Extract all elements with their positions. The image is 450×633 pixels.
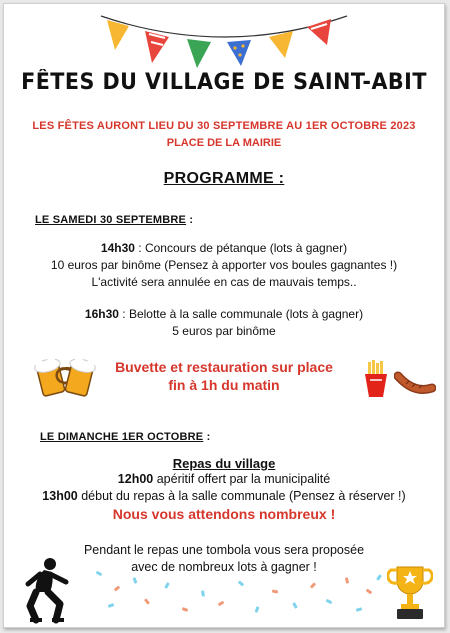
petanque-weather-note: L'activité sera annulée en cas de mauvais temps.. [91, 275, 357, 289]
tombola-line1: Pendant le repas une tombola vous sera proposée [83, 543, 365, 557]
belote-price: 5 euros par binôme [172, 324, 276, 338]
repas-text: début du repas à la salle communale (Pensez à réserver !) [77, 489, 406, 503]
place-banner: PLACE DE LA MAIRIE [166, 137, 282, 149]
buvette-line2: fin à 1h du matin [168, 377, 280, 393]
petanque-price: 10 euros par binôme (Pensez à apporter vos boules gagnantes !) [50, 258, 398, 272]
belote-time: 16h30 [84, 307, 119, 321]
aperitif-text: apéritif offert par la municipalité [153, 472, 331, 486]
buvette-line1: Buvette et restauration sur place [115, 359, 333, 375]
poster-page [3, 3, 445, 628]
confetti-decoration [4, 4, 444, 627]
programme-heading: PROGRAMME : [163, 170, 285, 187]
saturday-heading-colon: : [186, 214, 194, 226]
sunday-heading-colon: : [203, 431, 211, 443]
repas-title: Repas du village [172, 456, 276, 471]
repas-time: 13h00 [42, 489, 78, 503]
welcome-callout: Nous vous attendons nombreux ! [112, 506, 336, 522]
petanque-time: 14h30 [100, 241, 135, 255]
dates-banner: LES FÊTES AURONT LIEU DU 30 SEPTEMBRE AU 1ER OCTOBRE 2023 [32, 120, 416, 132]
belote-text: : Belotte à la salle communale (lots à gagner) [118, 307, 364, 321]
aperitif-time: 12h00 [117, 472, 154, 486]
sunday-heading: LE DIMANCHE 1ER OCTOBRE [40, 431, 204, 443]
saturday-heading: LE SAMEDI 30 SEPTEMBRE [35, 214, 187, 226]
tombola-line2: avec de nombreux lots à gagner ! [131, 560, 317, 574]
trophy-icon [387, 561, 433, 623]
petanque-text: : Concours de pétanque (lots à gagner) [134, 241, 348, 255]
poster-title: FÊTES DU VILLAGE DE SAINT-ABIT [21, 70, 427, 95]
